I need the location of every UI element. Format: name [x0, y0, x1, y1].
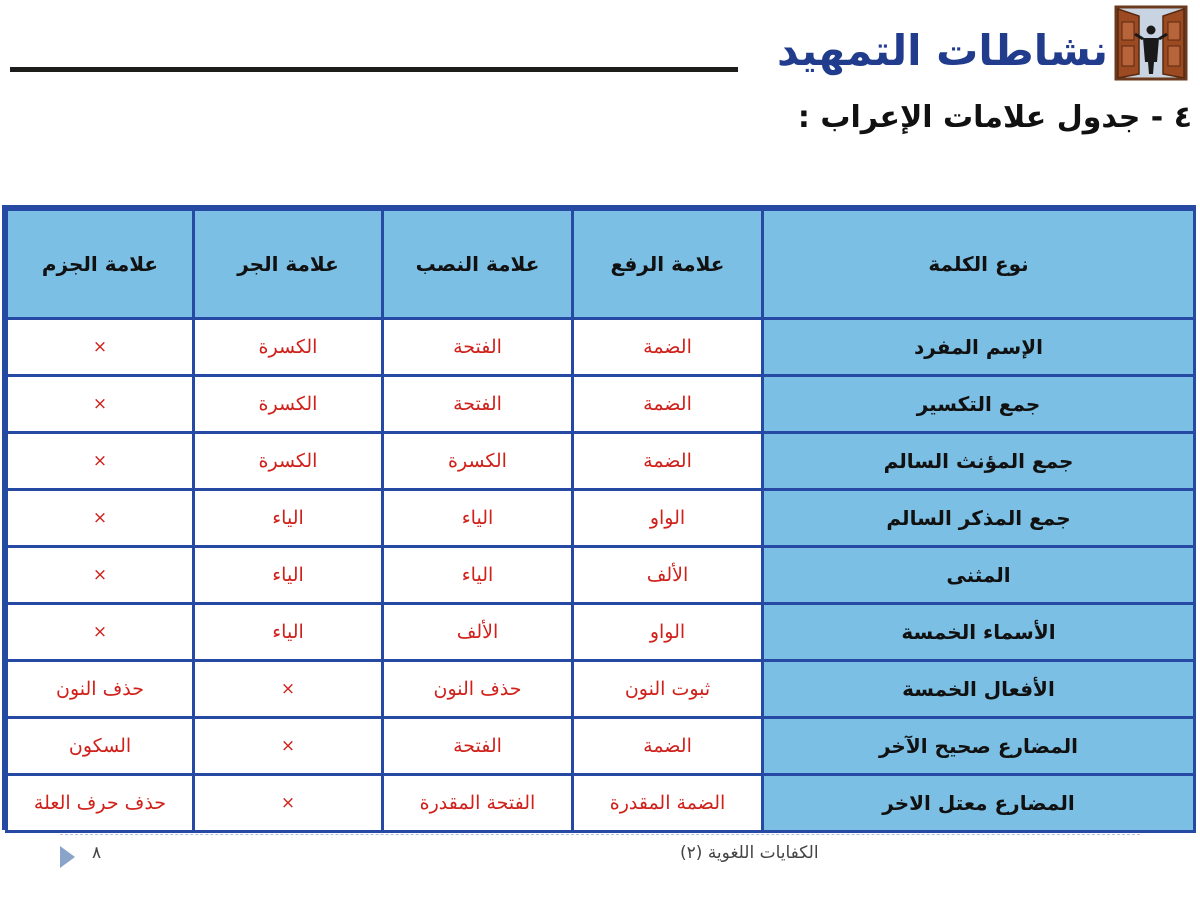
nominative-mark-cell: الواو — [573, 490, 763, 547]
column-header: علامة الرفع — [573, 210, 763, 319]
accusative-mark-cell: الكسرة — [383, 433, 573, 490]
table-header-row — [7, 210, 1195, 319]
word-type-cell: المضارع صحيح الآخر — [763, 718, 1195, 775]
footer-divider — [60, 834, 1140, 835]
accusative-mark-cell: الفتحة — [383, 319, 573, 376]
accusative-mark-cell: الياء — [383, 547, 573, 604]
word-type-cell: الأفعال الخمسة — [763, 661, 1195, 718]
accusative-mark-cell: حذف النون — [383, 661, 573, 718]
genitive-mark-cell: الياء — [194, 604, 383, 661]
nominative-mark-cell: الواو — [573, 604, 763, 661]
word-type-cell: جمع المؤنث السالم — [763, 433, 1195, 490]
table-row — [7, 718, 1195, 775]
jussive-mark-cell: × — [7, 319, 194, 376]
word-type-cell: جمع المذكر السالم — [763, 490, 1195, 547]
section-subtitle: ٤ - جدول علامات الإعراب : — [797, 100, 1192, 135]
table-row — [7, 490, 1195, 547]
genitive-mark-cell: الكسرة — [194, 319, 383, 376]
header-rule — [10, 67, 738, 72]
word-type-cell: الأسماء الخمسة — [763, 604, 1195, 661]
column-header: نوع الكلمة — [763, 210, 1195, 319]
table-row — [7, 547, 1195, 604]
footer-course-title: الكفايات اللغوية (٢) — [680, 843, 819, 863]
jussive-mark-cell: × — [7, 547, 194, 604]
jussive-mark-cell: حذف حرف العلة — [7, 775, 194, 832]
table-row — [7, 376, 1195, 433]
accusative-mark-cell: الفتحة — [383, 718, 573, 775]
jussive-mark-cell: السكون — [7, 718, 194, 775]
word-type-cell: المثنى — [763, 547, 1195, 604]
accusative-mark-cell: الفتحة المقدرة — [383, 775, 573, 832]
jussive-mark-cell: حذف النون — [7, 661, 194, 718]
jussive-mark-cell: × — [7, 604, 194, 661]
column-header: علامة النصب — [383, 210, 573, 319]
word-type-cell: المضارع معتل الاخر — [763, 775, 1195, 832]
column-header: علامة الجزم — [7, 210, 194, 319]
nominative-mark-cell: الضمة المقدرة — [573, 775, 763, 832]
grammar-table-frame — [2, 205, 1196, 830]
inflection-marks-table — [5, 208, 1196, 833]
jussive-mark-cell: × — [7, 376, 194, 433]
jussive-mark-cell: × — [7, 490, 194, 547]
play-arrow-icon[interactable] — [60, 846, 75, 868]
genitive-mark-cell: × — [194, 775, 383, 832]
table-row — [7, 433, 1195, 490]
page-title: نشاطات التمهيد — [776, 26, 1108, 75]
word-type-cell: الإسم المفرد — [763, 319, 1195, 376]
accusative-mark-cell: الألف — [383, 604, 573, 661]
genitive-mark-cell: × — [194, 718, 383, 775]
column-header: علامة الجر — [194, 210, 383, 319]
table-row — [7, 775, 1195, 832]
genitive-mark-cell: الكسرة — [194, 433, 383, 490]
table-row — [7, 319, 1195, 376]
table-row — [7, 604, 1195, 661]
genitive-mark-cell: × — [194, 661, 383, 718]
accusative-mark-cell: الفتحة — [383, 376, 573, 433]
genitive-mark-cell: الياء — [194, 490, 383, 547]
word-type-cell: جمع التكسير — [763, 376, 1195, 433]
nominative-mark-cell: ثبوت النون — [573, 661, 763, 718]
nominative-mark-cell: الضمة — [573, 433, 763, 490]
table-row — [7, 661, 1195, 718]
page-number: ٨ — [92, 843, 102, 863]
genitive-mark-cell: الكسرة — [194, 376, 383, 433]
nominative-mark-cell: الضمة — [573, 319, 763, 376]
jussive-mark-cell: × — [7, 433, 194, 490]
nominative-mark-cell: الضمة — [573, 718, 763, 775]
genitive-mark-cell: الياء — [194, 547, 383, 604]
accusative-mark-cell: الياء — [383, 490, 573, 547]
nominative-mark-cell: الألف — [573, 547, 763, 604]
nominative-mark-cell: الضمة — [573, 376, 763, 433]
open-door-figure-icon — [1113, 4, 1189, 82]
